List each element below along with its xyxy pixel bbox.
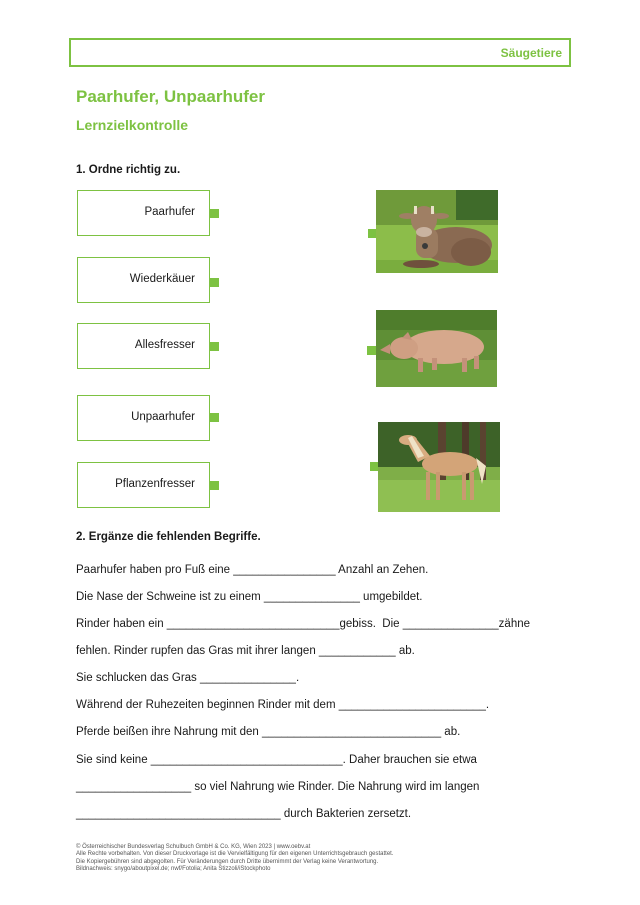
page-subtitle: Lernzielkontrolle — [76, 117, 189, 133]
term-label: Unpaarhufer — [131, 411, 195, 423]
header-box — [69, 38, 571, 67]
cloze-line[interactable]: Paarhufer haben pro Fuß eine ________________ Anzahl an Zehen. — [76, 564, 429, 576]
cloze-line[interactable]: Sie sind keine ______________________________. Daher brauchen sie etwa — [76, 754, 477, 766]
cloze-line[interactable]: Rinder haben ein ___________________________gebiss. Die _______________zähne — [76, 618, 531, 630]
term-box-pflanzenfresser[interactable] — [77, 462, 210, 508]
connector-dot[interactable] — [210, 278, 219, 287]
connector-dot[interactable] — [367, 346, 376, 355]
cloze-line[interactable]: Pferde beißen ihre Nahrung mit den ____________________________ ab. — [76, 726, 461, 738]
cloze-line[interactable]: ________________________________ durch Bakterien zersetzt. — [76, 808, 412, 820]
pig-photo — [376, 310, 497, 387]
cloze-line[interactable]: Die Nase der Schweine ist zu einem _______________ umgebildet. — [76, 591, 423, 603]
cloze-line[interactable]: fehlen. Rinder rupfen das Gras mit ihrer langen ____________ ab. — [76, 645, 415, 657]
term-box-allesfresser[interactable] — [77, 323, 210, 369]
connector-dot[interactable] — [210, 481, 219, 490]
connector-dot[interactable] — [210, 413, 219, 422]
task2-heading: 2. Ergänze die fehlenden Begriffe. — [76, 531, 261, 543]
term-box-paarhufer[interactable] — [77, 190, 210, 236]
term-label: Allesfresser — [134, 339, 195, 351]
horse-photo — [378, 422, 500, 512]
cloze-line[interactable]: Sie schlucken das Gras _______________. — [76, 672, 300, 684]
cow-photo — [376, 190, 498, 273]
term-box-unpaarhufer[interactable] — [77, 395, 210, 441]
cloze-line[interactable]: Während der Ruhezeiten beginnen Rinder mit dem _______________________. — [76, 699, 490, 711]
term-label: Wiederkäuer — [129, 273, 195, 285]
task1-heading: 1. Ordne richtig zu. — [76, 164, 181, 176]
footer-line: Die Kopiergebühren sind abgegolten. Für Veränderungen durch Dritte übernimmt der Verlag keine Verantwortung. — [76, 858, 379, 865]
footer — [76, 844, 576, 873]
category-label: Säugetiere — [500, 46, 562, 60]
term-label: Pflanzenfresser — [115, 478, 195, 490]
footer-line: Bildnachweis: snygo/aboutpixel.de; nwf/Fotolia; Anita Stizzoli/iStockphoto — [76, 865, 271, 872]
page-title: Paarhufer, Unpaarhufer — [76, 87, 265, 106]
footer-line: © Österreichischer Bundesverlag Schulbuch GmbH & Co. KG, Wien 2023 | www.oebv.at — [76, 844, 311, 850]
footer-line: Alle Rechte vorbehalten. Von dieser Druckvorlage ist die Vervielfältigung für den eigenen Unterrichtsgebrauch gestattet. — [76, 851, 394, 858]
connector-dot[interactable] — [210, 342, 219, 351]
term-box-wiederkaeuer[interactable] — [77, 257, 210, 303]
connector-dot[interactable] — [210, 209, 219, 218]
cloze-line[interactable]: __________________ so viel Nahrung wie Rinder. Die Nahrung wird im langen — [76, 781, 480, 793]
term-label: Paarhufer — [144, 206, 195, 218]
